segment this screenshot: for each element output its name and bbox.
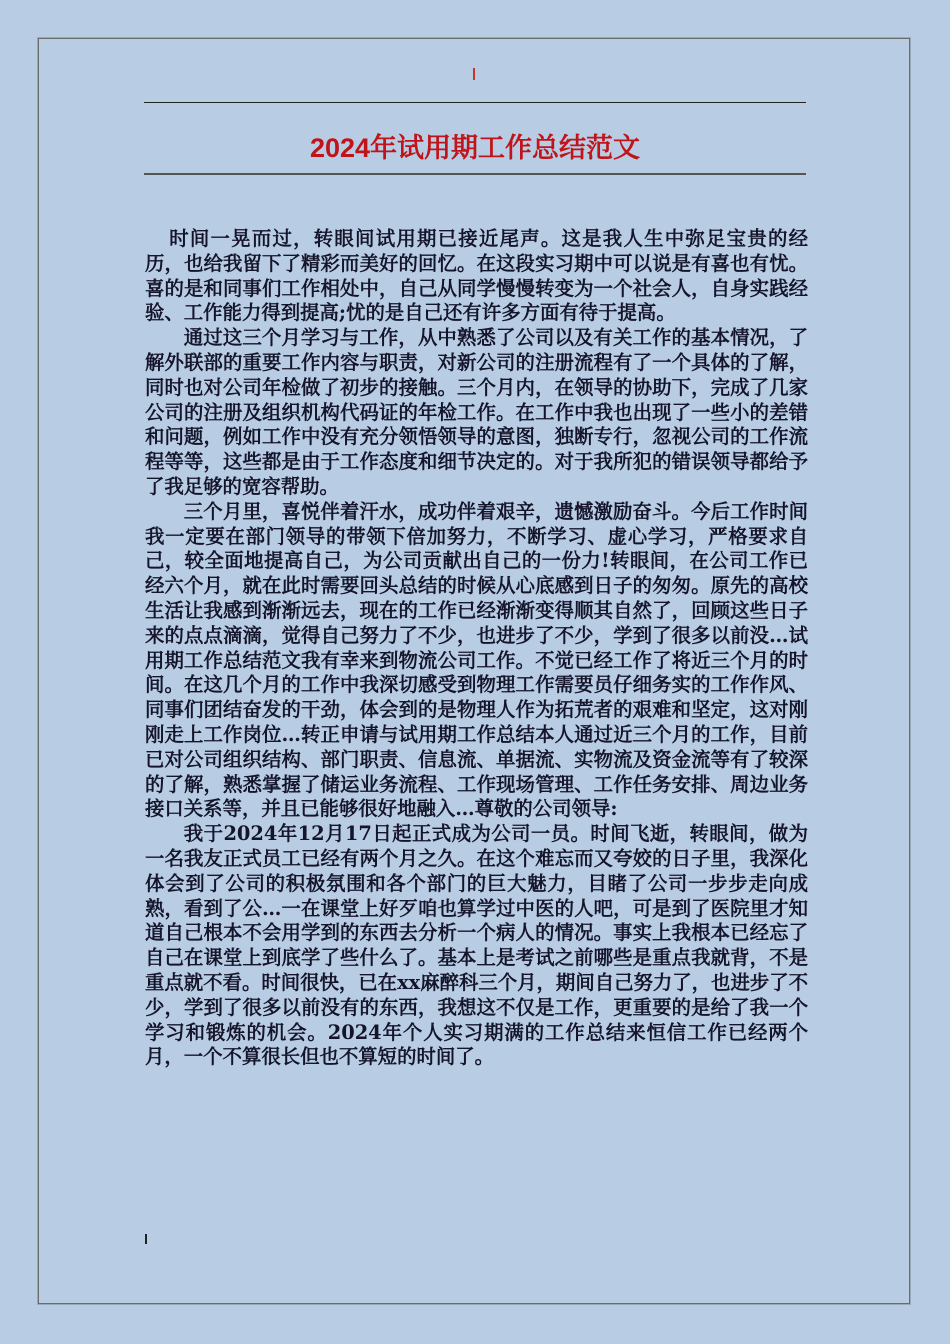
paragraph-3: 三个月里，喜悦伴着汗水，成功伴着艰辛，遗憾激励奋斗。今后工作时间我一定要在部门领导的带领下倍加努力，不断学习、虚心学习，严格要求自己，较全面地提高自己，为公司贡献出自己的一份力!转眼间，在公司工作已经六个月，就在此时需要回头总结的时候从心底感到日子的匆匆。原先的高校生活让我感到渐渐远去，现在的工作已经渐渐变得顺其自然了，回顾这些日子来的点点滴滴，觉得自己努力了不少，也进步了不少，学到了很多以前没…试用期工作总结范文我有幸来到物流公司工作。不觉已经工作了将近三个月的时间。在这几个月的工作中我深切感受到物理工作需要员仔细务实的工作作风、同事们团结奋发的干劲，体会到的是物理人作为拓荒者的艰难和坚定，这对刚刚走上工作岗位…转正申请与试用期工作总结本人通过近三个月的工作，目前已对公司组织结构、部门职责、信息流、单据流、实物流及资金流等有了较深的了解，熟悉掌握了储运业务流程、工作现场管理、工作任务安排、周边业务接口关系等，并且已能够很好地融入…尊敬的公司领导: [145, 499, 808, 821]
document-body [145, 227, 808, 1070]
header-divider [144, 102, 806, 103]
paragraph-2: 通过这三个月学习与工作，从中熟悉了公司以及有关工作的基本情况，了解外联部的重要工作内容与职责，对新公司的注册流程有了一个具体的了解，同时也对公司年检做了初步的接触。三个月内，在领导的协助下，完成了几家公司的注册及组织机构代码证的年检工作。在工作中我也出现了一些小的差错和问题，例如工作中没有充分领悟领导的意图，独断专行，忽视公司的工作流程等等，这些都是由于工作态度和细节决定的。对于我所犯的错误领导都给予了我足够的宽容帮助。 [145, 326, 808, 498]
header-mark [473, 68, 475, 80]
footer-mark [145, 1234, 147, 1244]
document-title: 2024年试用期工作总结范文 [309, 133, 641, 163]
title-divider [144, 173, 806, 175]
paragraph-4: 我于2024年12月17日起正式成为公司一员。时间飞逝，转眼间，做为一名我友正式员工已经有两个月之久。在这个难忘而又夸姣的日子里，我深化体会到了公司的积极氛围和各个部门的巨大魅力，目睹了公司一步步走向成熟，看到了公…一在课堂上好歹咱也算学过中医的人吧，可是到了医院里才知道自己根本不会用学到的东西去分析一个病人的情况。事实上我根本已经忘了自己在课堂上到底学了些什么了。基本上是考试之前哪些是重点我就背，不是重点就不看。时间很快，已在xx麻醉科三个月，期间自己努力了，也进步了不少，学到了很多以前没有的东西，我想这不仅是工作，更重要的是给了我一个学习和锻炼的机会。2024年个人实习期满的工作总结来恒信工作已经两个月，一个不算很长但也不算短的时间了。 [145, 822, 809, 1069]
paragraph-1: 时间一晃而过，转眼间试用期已接近尾声。这是我人生中弥足宝贵的经历，也给我留下了精彩而美好的回忆。在这段实习期中可以说是有喜也有忧。喜的是和同事们工作相处中，自己从同学慢慢转变为一个社会人，自身实践经验、工作能力得到提高;忧的是自己还有许多方面有待于提高。 [145, 227, 808, 325]
